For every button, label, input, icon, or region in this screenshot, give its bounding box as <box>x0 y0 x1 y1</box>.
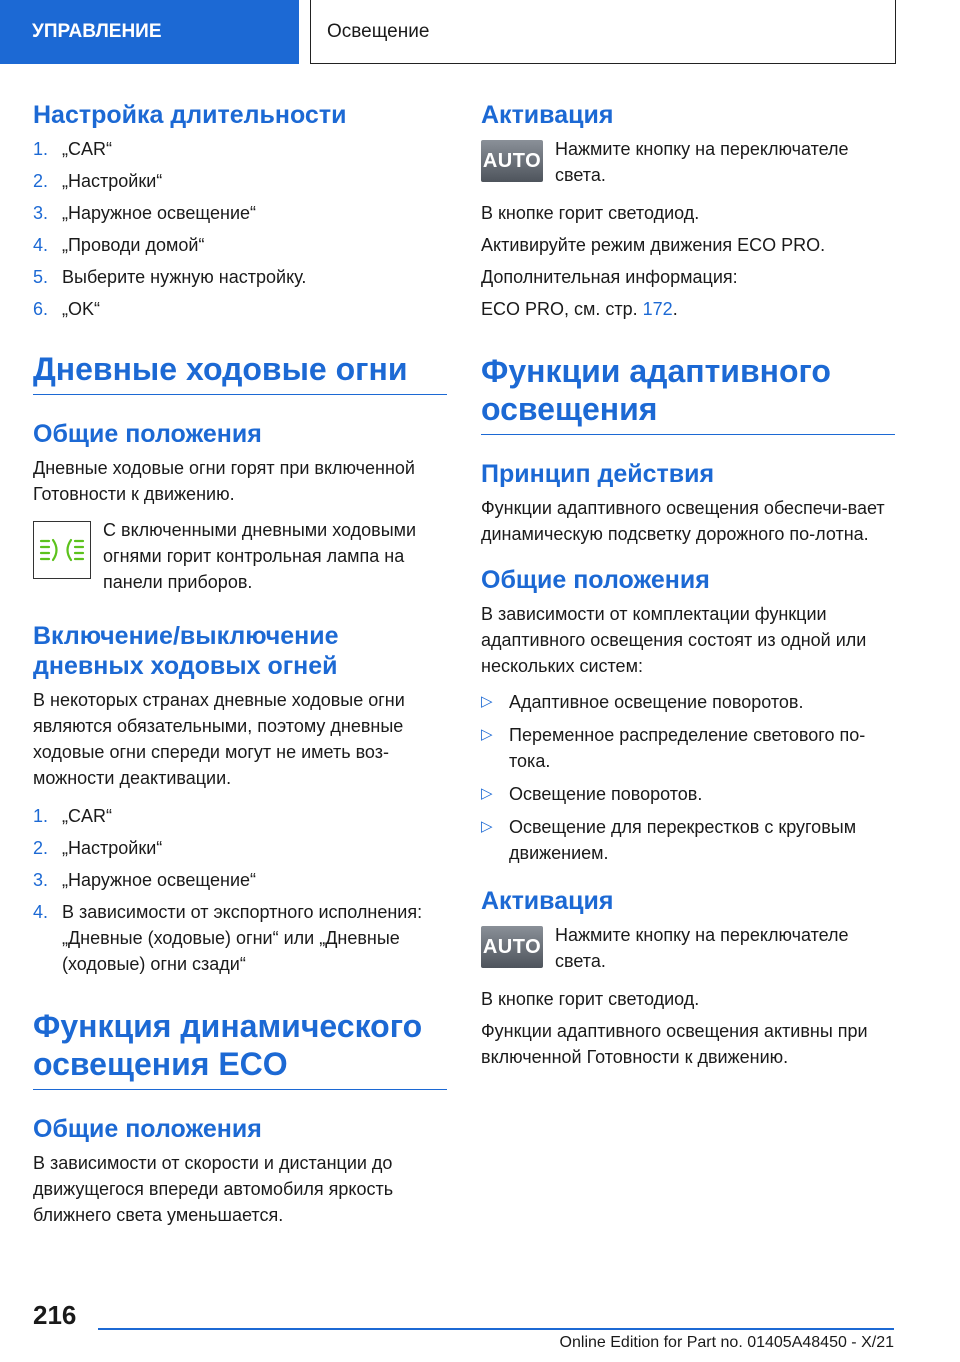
bullet-text: Адаптивное освещение поворотов. <box>509 692 804 712</box>
list-item <box>33 899 447 977</box>
bullet-text: Освещение поворотов. <box>509 784 703 804</box>
auto-button-text-2: Нажмите кнопку на переключателе света. <box>555 925 849 971</box>
step-number: 3. <box>33 870 49 890</box>
triangle-bullet-icon: ▷ <box>481 726 493 743</box>
drl-onoff-heading: Включение/выключение дневных ходовых огней <box>33 622 339 680</box>
step-number: 6. <box>33 299 49 319</box>
auto-light-button-icon: AUTO <box>481 926 543 968</box>
auto-button-note <box>481 136 895 188</box>
page-link[interactable]: 172 <box>642 299 673 319</box>
adaptive-heading: Функции адаптивного освещения <box>481 352 895 435</box>
drl-indicator-text: С включенными дневными ходовыми огнями горит контрольная лампа на панели приборов. <box>103 520 417 592</box>
step-number: 2. <box>33 171 49 191</box>
step-text: „CAR“ <box>62 806 112 826</box>
list-item <box>33 200 447 226</box>
daytime-running-lights-icon <box>33 521 91 579</box>
step-number: 1. <box>33 139 49 159</box>
list-item <box>33 835 447 861</box>
section-tab: УПРАВЛЕНИЕ <box>0 0 299 64</box>
list-item <box>33 803 447 829</box>
list-item <box>33 296 447 322</box>
step-text: „OK“ <box>62 299 100 319</box>
step-number: 5. <box>33 267 49 287</box>
activation-p3: Дополнительная информация: <box>481 267 738 287</box>
step-number: 4. <box>33 235 49 255</box>
duration-steps <box>33 136 447 322</box>
list-item <box>481 722 895 774</box>
list-item <box>33 136 447 162</box>
edition-text: Online Edition for Part no. 01405A48450 - X/21 <box>559 1334 894 1351</box>
drl-steps <box>33 803 447 977</box>
list-item <box>33 867 447 893</box>
step-text: „Настройки“ <box>62 171 163 191</box>
left-column <box>33 100 447 1228</box>
adaptive-activation-heading: Активация <box>481 887 614 915</box>
step-text: „Настройки“ <box>62 838 163 858</box>
eco-pro-ref-end: . <box>672 299 678 319</box>
step-text: „Проводи домой“ <box>62 235 205 255</box>
activation-p1: В кнопке горит светодиод. <box>481 203 700 223</box>
list-item <box>33 232 447 258</box>
list-item <box>481 814 895 866</box>
adaptive-general-heading: Общие положения <box>481 566 710 594</box>
step-number: 4. <box>33 902 49 922</box>
activation-heading: Активация <box>481 101 614 129</box>
auto-button-note-2 <box>481 922 895 974</box>
list-item <box>33 264 447 290</box>
triangle-bullet-icon: ▷ <box>481 818 493 835</box>
activation-p2: Активируйте режим движения ECO PRO. <box>481 235 826 255</box>
adaptive-activation-p2: Функции адаптивного освещения активны при включенной Готовности к движению. <box>481 1021 868 1067</box>
step-text: „Наружное освещение“ <box>62 203 257 223</box>
step-text: В зависимости от экспортного исполнения: „Дневные (ходовые) огни“ или „Дневные (ходовые) огни сзади“ <box>62 902 423 974</box>
bullet-text: Переменное распределение светового по-тока. <box>509 725 866 771</box>
auto-light-button-icon: AUTO <box>481 140 543 182</box>
right-column <box>481 100 895 1070</box>
drl-indicator-note <box>33 517 447 595</box>
list-item <box>481 781 895 807</box>
step-number: 3. <box>33 203 49 223</box>
duration-heading: Настройка длительности <box>33 101 347 129</box>
page-number: 216 <box>33 1300 77 1330</box>
eco-heading: Функция динамического освещения ECO <box>33 1007 447 1090</box>
step-number: 1. <box>33 806 49 826</box>
triangle-bullet-icon: ▷ <box>481 693 493 710</box>
activation-p4 <box>481 296 895 322</box>
drl-general-heading: Общие положения <box>33 420 262 448</box>
chapter-title: Освещение <box>310 0 896 64</box>
eco-general-heading: Общие положения <box>33 1115 262 1143</box>
adaptive-activation-p1: В кнопке горит светодиод. <box>481 989 700 1009</box>
eco-general-text: В зависимости от скорости и дистанции до движущегося впереди автомобиля яркость ближнего света уменьшается. <box>33 1153 394 1225</box>
bullet-text: Освещение для перекрестков с круговым движением. <box>509 817 857 863</box>
step-text: Выберите нужную настройку. <box>62 267 307 287</box>
list-item <box>33 168 447 194</box>
auto-button-text: Нажмите кнопку на переключателе света. <box>555 139 849 185</box>
step-text: „Наружное освещение“ <box>62 870 257 890</box>
adaptive-systems-list <box>481 689 895 866</box>
step-number: 2. <box>33 838 49 858</box>
footer-divider <box>98 1328 894 1330</box>
principle-text: Функции адаптивного освещения обеспечи-вает динамическую подсветку дорожного по-лотна. <box>481 498 885 544</box>
drl-heading: Дневные ходовые огни <box>33 350 447 395</box>
eco-pro-ref-text: ECO PRO, см. стр. <box>481 299 643 319</box>
drl-onoff-text: В некоторых странах дневные ходовые огни являются обязательными, поэтому дневные ходовые огни спереди могут не иметь воз-можности деактивации. <box>33 690 405 788</box>
drl-general-text: Дневные ходовые огни горят при включенной Готовности к движению. <box>33 458 415 504</box>
step-text: „CAR“ <box>62 139 112 159</box>
triangle-bullet-icon: ▷ <box>481 785 493 802</box>
list-item <box>481 689 895 715</box>
adaptive-general-text: В зависимости от комплектации функции адаптивного освещения состоят из одной или нескольких систем: <box>481 604 867 676</box>
principle-heading: Принцип действия <box>481 460 715 488</box>
